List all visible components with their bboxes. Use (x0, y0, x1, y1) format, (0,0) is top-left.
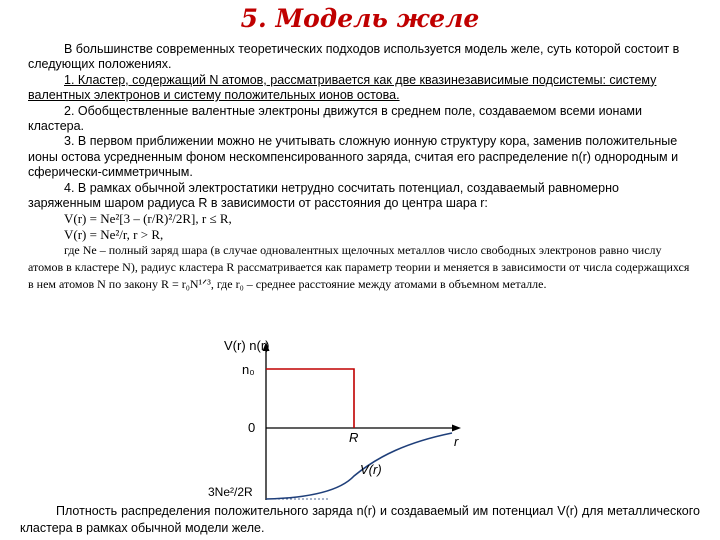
n0-label: n₀ (242, 362, 255, 377)
point-4: 4. В рамках обычной электростатики нетрудно сосчитать потенциал, создаваемый равномерно заряженным шаром радиуса R в зависимости от расстояния до центра шара r: (28, 180, 619, 211)
figure-caption: Плотность распределения положительного заряда n(r) и создаваемый им потенциал V(r) для металлического кластера в рамках обычной модели желе. (20, 504, 700, 535)
page-title: 5. Модель желе (240, 4, 480, 33)
point-1: 1. Кластер, содержащий N атомов, рассматривается как две квазинезависимые подсистемы: систему валентных электронов и систему положительных ионов остова. (28, 72, 657, 103)
R-label: R (349, 430, 359, 445)
point-3: 3. В первом приближении можно не учитывать сложную ионную структуру кора, заменив положительные ионы остова усредненным фоном нескомпенсированного заряда, считая его распределение n(r) однородным и сферически-симметричным. (28, 134, 679, 180)
formula-outside: V(r) = Ne²/r, r > R, (64, 226, 164, 242)
body-text (28, 42, 694, 293)
intro-paragraph: В большинстве современных теоретических подходов используется модель желе, суть которой состоит в следующих положениях. (28, 42, 680, 72)
potential-minimum-label: 3Ne²/2R (208, 485, 253, 499)
y-axis-label: V(r) n(r) (224, 338, 270, 353)
r-axis-label: r (454, 434, 459, 449)
potential-curve (266, 433, 452, 499)
formula-inside: V(r) = Ne²[3 – (r/R)²/2R], r ≤ R, (64, 211, 232, 227)
r-axis-arrow-icon (452, 425, 461, 432)
potential-curve-label: V(r) (360, 462, 382, 477)
formula-note: где Ne – полный заряд шара (в случае одновалентных щелочных металлов число свободных электронов равно числу атомов в кластере N), радиус кластера R рассматривается как параметр теории и меняется в зависимости от числа содержащихся в нем атомов N по закону R = r₀N¹ᐟ³, где r₀ – среднее расстояние между атомами в объемном металле. (28, 243, 690, 292)
point-2: 2. Обобществленные валентные электроны движутся в среднем поле, создаваемом всеми ионами кластера. (28, 103, 642, 134)
jellium-figure (208, 336, 478, 502)
density-step-line (266, 369, 354, 428)
zero-label: 0 (248, 420, 256, 435)
